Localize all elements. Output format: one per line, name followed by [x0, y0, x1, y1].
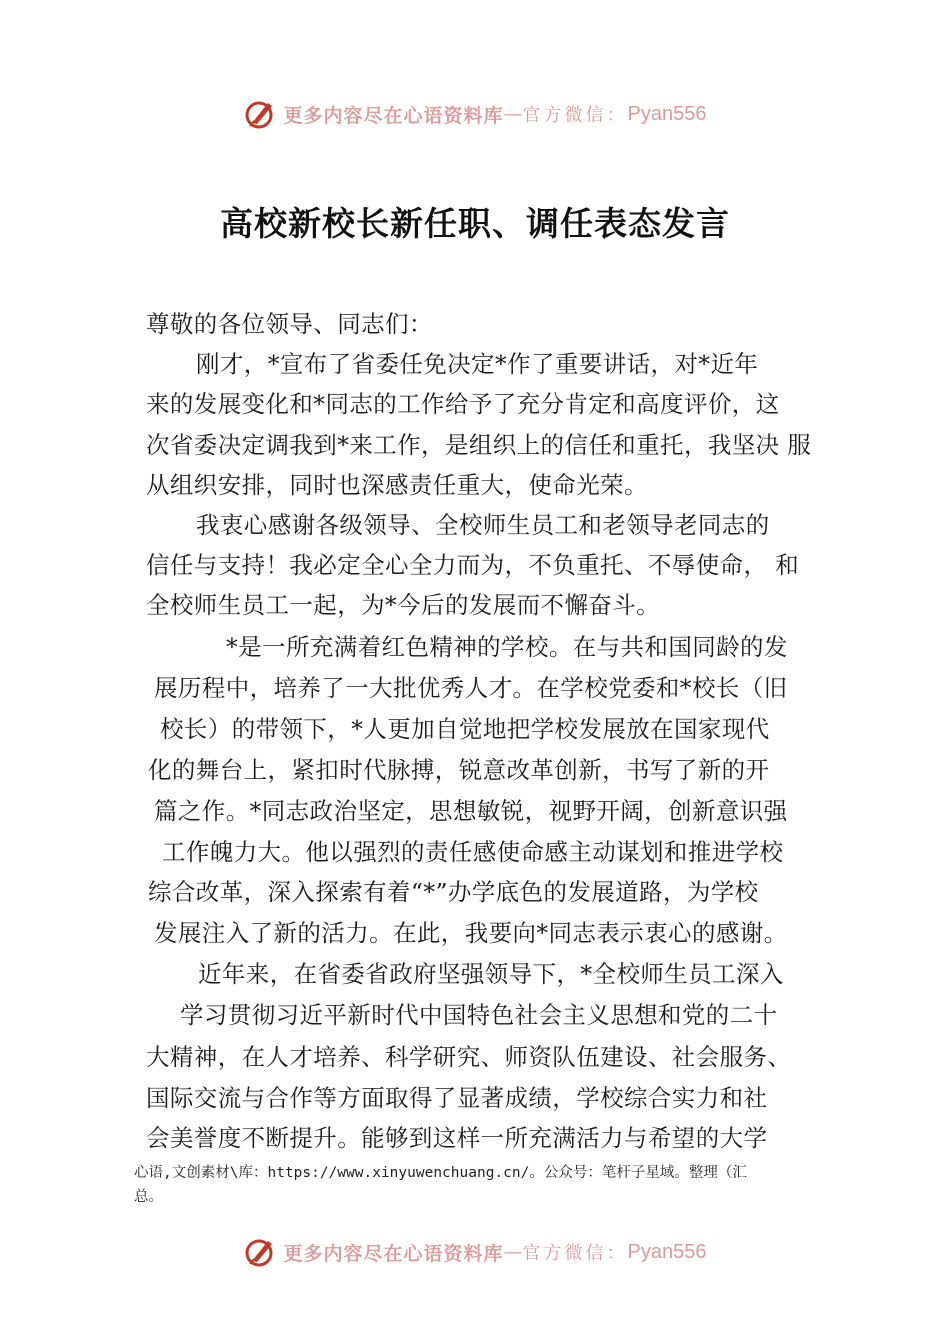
body-line: 化的舞台上，紧扣时代脉搏，锐意改革创新，书写了新的开	[148, 756, 770, 784]
banner-wechat-id: Pyan556	[627, 102, 707, 125]
banner-label: 官方微信：	[522, 1243, 628, 1264]
body-line: 学习贯彻习近平新时代中国特色社会主义思想和党的二十	[180, 1001, 778, 1029]
body-line: 会美誉度不断提升。能够到这样一所充满活力与希望的大学	[146, 1124, 768, 1152]
body-line: 大精神，在人才培养、科学研究、师资队伍建设、社会服务、	[146, 1043, 792, 1071]
quill-logo-icon	[244, 97, 278, 131]
body-line: 国际交流与合作等方面取得了显著成绩，学校综合实力和社	[146, 1084, 768, 1112]
footer-banner	[0, 1232, 950, 1272]
document-title: 高校新校长新任职、调任表态发言	[220, 204, 730, 243]
body-line: *是一所充满着红色精神的学校。在与共和国同龄的发	[226, 633, 788, 661]
footer-source-line: 心语,文创素材\库：https://www.xinyuwenchuang.cn/。公众号：笔杆子星域。整理（汇	[134, 1165, 747, 1181]
body-line: 我衷心感谢各级领导、全校师生员工和老领导老同志的	[196, 511, 770, 539]
body-line: 校长）的带领下，*人更加自觉地把学校发展放在国家现代	[160, 715, 770, 743]
body-line: 来的发展变化和*同志的工作给予了充分肯定和高度评价，这	[146, 390, 780, 418]
body-line: 次省委决定调我到*来工作，是组织上的信任和重托，我坚决 服	[146, 431, 812, 459]
body-line: 刚才，*宣布了省委任免决定*作了重要讲话，对*近年	[196, 350, 759, 378]
body-line: 全校师生员工一起，为*今后的发展而不懈奋斗。	[146, 591, 661, 619]
banner-text: 更多内容尽在心语资料库	[283, 104, 504, 127]
banner-label: 官方微信：	[522, 105, 628, 126]
quill-logo-icon	[244, 1235, 278, 1269]
body-line: 综合改革，深入探索有着“*”办学底色的发展道路，为学校	[148, 878, 759, 906]
body-line: 从组织安排，同时也深感责任重大，使命光荣。	[146, 471, 648, 499]
body-line: 展历程中，培养了一大批优秀人才。在学校党委和*校长（旧	[154, 674, 788, 702]
body-line: 尊敬的各位领导、同志们：	[146, 310, 433, 338]
header-banner	[0, 94, 950, 134]
body-line: 信任与支持！我必定全心全力而为，不负重托、不辱使命， 和	[146, 551, 800, 579]
footer-source-line: 总。	[134, 1189, 163, 1205]
body-line: 篇之作。*同志政治坚定，思想敏锐，视野开阔，创新意识强	[154, 797, 788, 825]
body-line: 工作魄力大。他以强烈的责任感使命感主动谋划和推进学校	[162, 838, 784, 866]
banner-dash: —	[503, 103, 523, 125]
banner-text: 更多内容尽在心语资料库	[283, 1242, 504, 1265]
body-line: 近年来，在省委省政府坚强领导下，*全校师生员工深入	[198, 960, 784, 988]
banner-wechat-id: Pyan556	[627, 1240, 707, 1263]
banner-dash: —	[503, 1241, 523, 1263]
body-line: 发展注入了新的活力。在此，我要向*同志表示衷心的感谢。	[154, 919, 788, 947]
